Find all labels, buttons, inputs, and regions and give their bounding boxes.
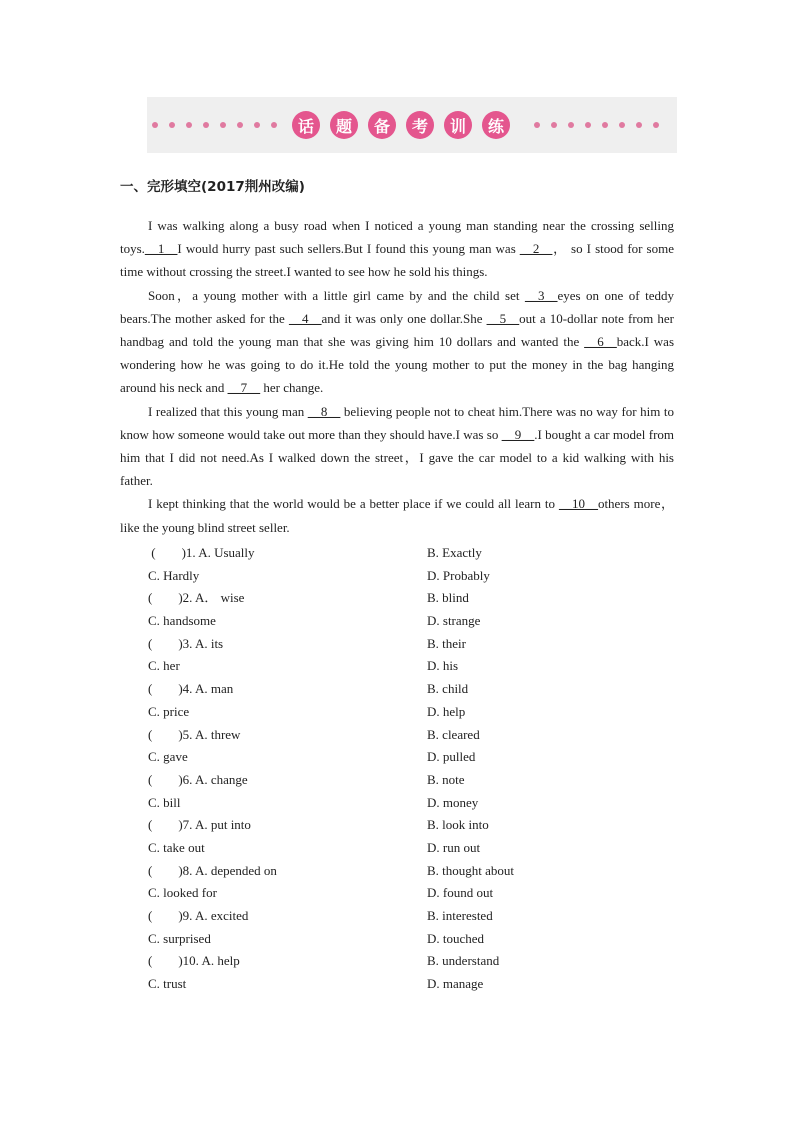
passage-text: I realized that this young man <box>148 403 308 419</box>
option-row <box>148 973 668 996</box>
passage-text: and it was only one dollar.She <box>321 310 487 326</box>
option-choice: ( )10. A. help <box>148 953 240 969</box>
option-choice: B. blind <box>427 590 469 606</box>
option-choice: ( )5. A. threw <box>148 726 241 742</box>
blank-number: __2__ <box>519 241 553 257</box>
passage-text: her change. <box>260 380 324 396</box>
passage-text: I kept thinking that the world would be a better place if we could all learn to <box>148 496 559 512</box>
option-choice: ( )4. A. man <box>148 681 234 697</box>
option-row <box>148 882 668 905</box>
option-choice: C. take out <box>148 839 205 855</box>
option-choice: B. interested <box>427 908 493 923</box>
option-choice: B. cleared <box>427 726 480 742</box>
option-choice: ( )2. A． wise <box>148 590 245 606</box>
decorative-dot <box>152 122 158 128</box>
option-choice: D. money <box>427 794 479 810</box>
option-choice: B. Exactly <box>427 545 482 560</box>
passage-text: .I bought a car model from him that I did not need.As I walked down the street，I gave the car model to a kid walking with his father. <box>120 426 675 489</box>
option-choice: ( )7. A. put into <box>148 817 251 833</box>
passage-text: I was walking along a busy road when I noticed a young man standing near the crossing selling toys. <box>120 218 674 257</box>
passage-paragraph <box>120 214 674 284</box>
decorative-dot <box>619 122 625 128</box>
option-choice: C. Hardly <box>148 567 200 583</box>
passage-text: out a 10-dollar note from her handbag and told the young man that she was giving him 10 dollars and wanted the <box>120 310 675 350</box>
option-choice: D. strange <box>427 613 481 629</box>
option-row <box>148 792 668 815</box>
section-title: 一、完形填空(2017荆州改编) <box>120 179 305 195</box>
option-row <box>148 587 668 610</box>
option-row <box>148 746 668 769</box>
blank-number: __3__ <box>524 287 558 303</box>
option-choice: B. thought about <box>427 862 515 878</box>
decorative-dot <box>169 122 175 128</box>
cloze-passage <box>120 214 674 539</box>
option-choice: D. found out <box>427 885 494 901</box>
option-choice: D. manage <box>427 976 484 992</box>
decorative-dot <box>254 122 260 128</box>
passage-text: ， so I stood for some time without crossing the street.I wanted to see how he sold his things. <box>120 241 674 280</box>
decorative-dot <box>203 122 209 128</box>
option-row <box>148 950 668 973</box>
option-choice: B. note <box>427 771 465 787</box>
passage-text: I would hurry past such sellers.But I found this young man was <box>177 241 520 257</box>
banner-char: 题 <box>330 111 358 139</box>
option-row <box>148 565 668 588</box>
option-choice: C. handsome <box>148 613 216 629</box>
blank-number: __8__ <box>307 403 341 419</box>
option-row <box>148 814 668 837</box>
option-row <box>148 860 668 883</box>
passage-paragraph <box>120 492 674 538</box>
answer-options <box>148 542 668 996</box>
option-choice: B. look into <box>427 817 489 833</box>
decorative-dot <box>237 122 243 128</box>
option-choice: C. looked for <box>148 885 217 901</box>
passage-paragraph <box>120 400 674 493</box>
passage-text: back.I was wondering how he was going to do it.He told the young mother to put the money in the bag hanging around his neck and <box>120 334 674 396</box>
option-choice: C. trust <box>148 976 187 992</box>
option-choice: ( )3. A. its <box>148 635 224 651</box>
decorative-dot <box>271 122 277 128</box>
option-choice: D. his <box>427 658 459 674</box>
passage-text: Soon，a young mother with a little girl came by and the child set <box>148 287 525 303</box>
passage-text: believing people not to cheat him.There was no way for him to know how someone would take out more than they should have.I was so <box>120 403 675 442</box>
banner-char: 备 <box>368 111 396 139</box>
option-row <box>148 769 668 792</box>
blank-number: __1__ <box>144 241 178 257</box>
decorative-dot <box>653 122 659 128</box>
option-choice: ( )1. A. Usually <box>148 545 255 560</box>
option-row <box>148 542 668 565</box>
option-choice: D. pulled <box>427 749 476 765</box>
decorative-dot <box>551 122 557 128</box>
decorative-dot <box>568 122 574 128</box>
blank-number: __4__ <box>288 310 322 326</box>
blank-number: __6__ <box>584 334 617 350</box>
option-choice: B. their <box>427 635 466 651</box>
decorative-dot <box>186 122 192 128</box>
decorative-dot <box>585 122 591 128</box>
option-choice: C. gave <box>148 749 188 765</box>
option-row <box>148 610 668 633</box>
decorative-dot <box>636 122 642 128</box>
option-choice: C. surprised <box>148 930 211 946</box>
blank-number: __7__ <box>227 380 261 396</box>
banner-char: 话 <box>292 111 320 139</box>
option-row <box>148 633 668 656</box>
option-choice: C. bill <box>148 794 181 810</box>
passage-text: others more，like the young blind street seller. <box>120 496 674 535</box>
banner-dots-right <box>534 122 659 128</box>
banner-title <box>292 111 510 139</box>
banner-char: 练 <box>482 111 510 139</box>
option-choice: D. Probably <box>427 567 490 583</box>
option-choice: ( )6. A. change <box>148 771 248 787</box>
option-row <box>148 655 668 678</box>
option-choice: D. help <box>427 703 466 719</box>
option-choice: B. understand <box>427 953 500 969</box>
passage-paragraph <box>120 284 674 400</box>
option-row <box>148 701 668 724</box>
banner-char: 考 <box>406 111 434 139</box>
option-choice: C. price <box>148 703 190 719</box>
option-choice: D. touched <box>427 930 485 946</box>
banner-dots-left <box>152 122 277 128</box>
option-choice: C. her <box>148 658 180 674</box>
option-row <box>148 678 668 701</box>
option-row <box>148 928 668 951</box>
banner-char: 训 <box>444 111 472 139</box>
option-choice: B. child <box>427 681 469 697</box>
blank-number: __5__ <box>486 310 520 326</box>
option-choice: D. run out <box>427 839 481 855</box>
option-row <box>148 837 668 860</box>
section-banner <box>147 97 677 153</box>
blank-number: __10__ <box>558 496 598 512</box>
option-row <box>148 905 668 928</box>
passage-text: eyes on one of teddy bears.The mother asked for the <box>120 287 674 326</box>
option-choice: ( )9. A. excited <box>148 908 249 923</box>
option-choice: ( )8. A. depended on <box>148 862 277 878</box>
decorative-dot <box>220 122 226 128</box>
decorative-dot <box>534 122 540 128</box>
decorative-dot <box>602 122 608 128</box>
option-row <box>148 724 668 747</box>
blank-number: __9__ <box>501 426 535 442</box>
